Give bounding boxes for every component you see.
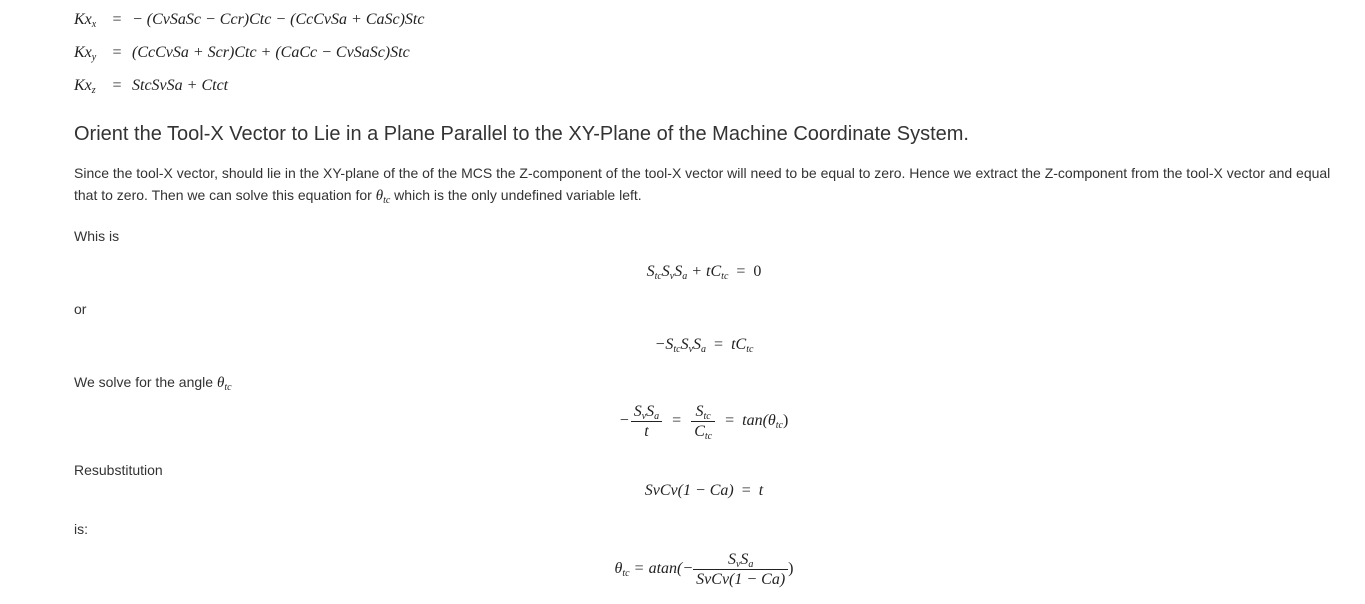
label-is: is: [74,521,88,537]
kx-y-rhs: (CcCvSa + Scr)Ctc + (CaCc − CvSaSc)Stc [132,44,410,61]
fraction-sv-sa-over-t: $\frac{S_vS_a}{t}$ [631,402,662,441]
kx-x-rhs: − (CvSaSc − Ccr)Ctc − (CcCvSa + CaSc)Stc [132,11,425,28]
intro-text-after: which is the only undefined variable left. [390,187,642,203]
equation-zero: $S_{tc}S_vS_a + tC_{tc} = 0$ [646,263,762,282]
equation-t-definition: SvCv(1 − Ca) = t [644,482,764,499]
equation-rearranged: $-S_{tc}S_vS_a = tC_{tc}$ [654,336,754,355]
section-heading: Orient the Tool-X Vector to Lie in a Plane Parallel to the XY-Plane of the Machine Coordinate System. [74,123,969,145]
fraction-result: $\frac{S_vS_a}{\text{SvCv(1 − Ca)}}$ [693,550,788,589]
label-or: or [74,301,87,317]
label-whis-is: Whis is [74,228,120,244]
label-solve-angle: We solve for the angle $\theta_{tc}$ [74,374,232,393]
kx-x-sub: x [91,19,97,30]
kx-z-sub: z [91,85,96,96]
intro-text-before: Since the tool-X vector, should lie in the XY-plane of the of the MCS the Z-component of the tool-X vector will need to be equal to zero. Hence we extract the Z-component from the tool-X vector and equal that to zero. Then we can solve this equation for [74,165,1331,203]
equation-theta-result: $\theta_{tc} = atan(-$ $\frac{S_vS_a}{\text{SvCv(1 − Ca)}}$ ) [614,551,794,588]
kx-z-lhs: Kx [74,77,92,94]
kx-z-rhs: StcSvSa + Ctct [132,77,229,94]
kx-y-lhs: Kx [74,44,92,61]
equation-tan: − $\frac{S_vS_a}{t}$ = $\frac{S_{tc}}{C_{tc}}$ = $\tan(\theta_{tc})$ [619,403,789,442]
equation-kx-z: $Kx_z$ = StcSvSa + Ctct [74,77,229,96]
equation-kx-x: $Kx_x$ = − (CvSaSc − Ccr)Ctc − (CcCvSa + CaSc)Stc [74,11,425,30]
kx-x-lhs: Kx [74,11,92,28]
theta-symbol: $\theta_{tc}$ [375,188,391,206]
equation-kx-y: $Kx_y$ = (CcCvSa + Scr)Ctc + (CaCc − CvSaSc)Stc [74,44,410,63]
kx-y-sub: y [91,52,97,63]
intro-paragraph [74,162,1344,207]
label-resubstitution: Resubstitution [74,462,163,478]
fraction-stc-over-ctc: $\frac{S_{tc}}{C_{tc}}$ [691,402,715,441]
